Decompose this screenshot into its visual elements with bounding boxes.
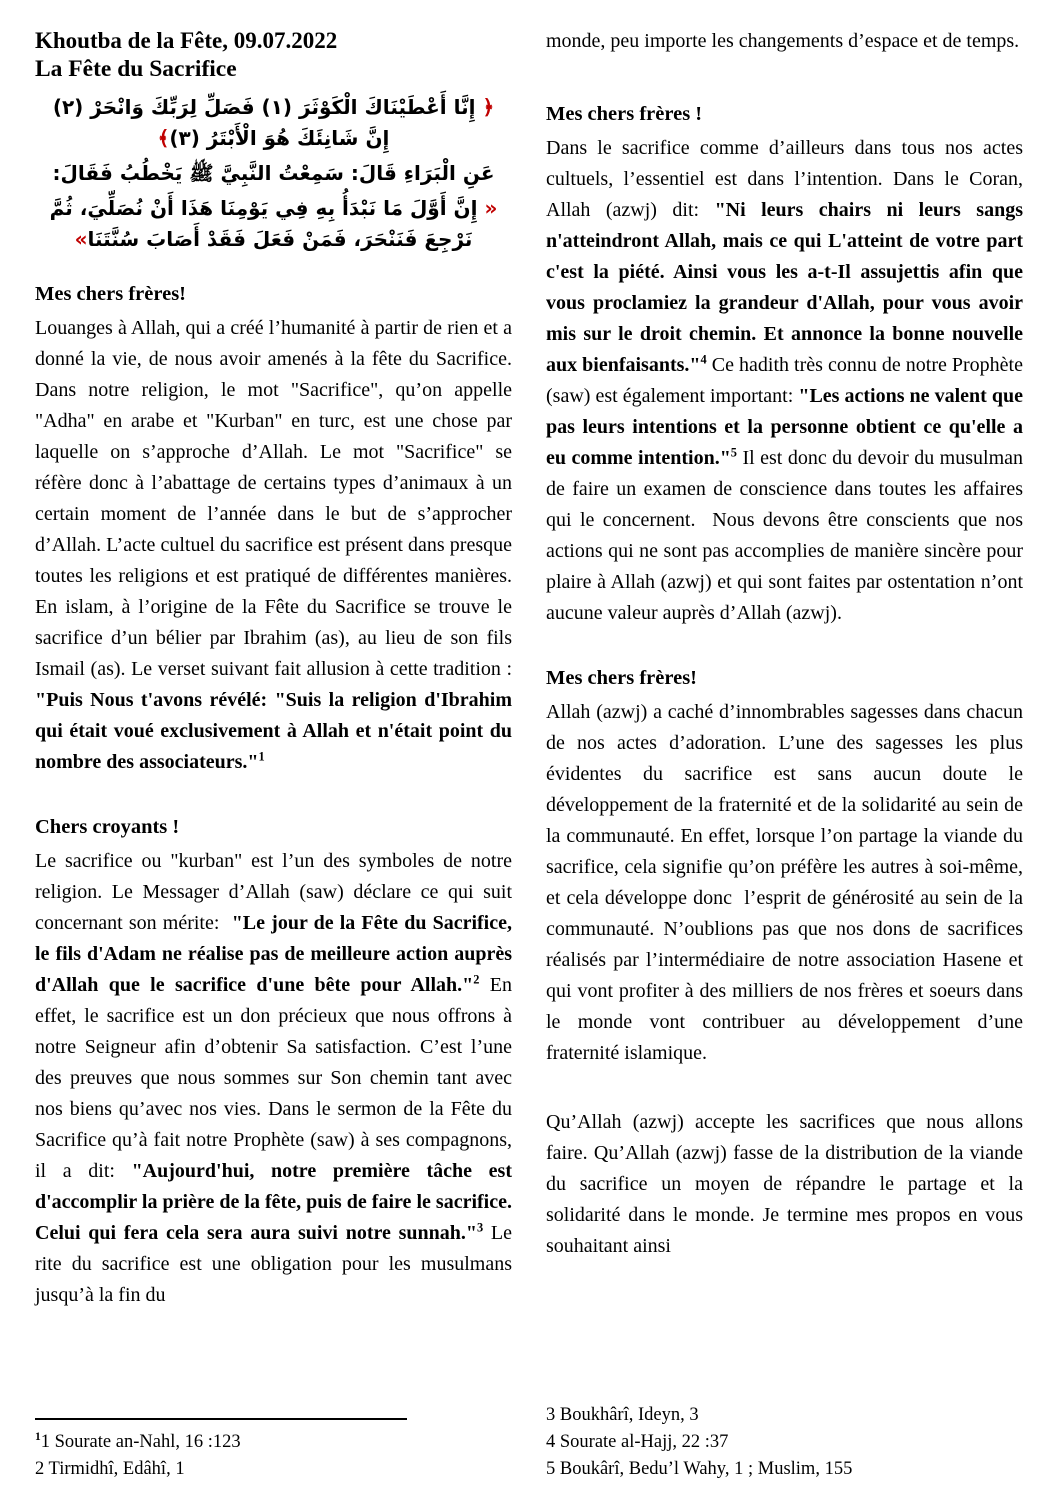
- text-run: "Ni leurs chairs ni leurs sangs n'atteindront Allah, mais ce qui L'atteint de votre part c'est la piété. Ainsi vous les a-t-Il assujettis afin que vous proclamiez la grandeur d'Allah, pour vous avoir mis sur le droit chemin. Et annonce la bonne nouvelle aux bienfaisants.": [546, 199, 1023, 376]
- section-heading: Chers croyants !: [35, 816, 180, 838]
- body-paragraph: [35, 846, 512, 1311]
- hadith-open-quote: «: [484, 196, 498, 220]
- quran-verse: [39, 92, 508, 154]
- left-column: [35, 26, 512, 1483]
- text-run: Le sacrifice ou "kurban" est l’un des symboles de notre religion. Le Messager d’Allah (saw) déclare ce qui suit concernant son mérite:: [35, 850, 512, 934]
- footnote-line: 3 Boukhârî, Ideyn, 3: [546, 1405, 699, 1425]
- quran-close-bracket: ﴾: [157, 126, 170, 150]
- footnote-line: 4 Sourate al-Hajj, 22 :37: [546, 1432, 729, 1452]
- text-run: "Puis Nous t'avons révélé: "Suis la religion d'Ibrahim qui était voué exclusivement à Allah et n'était point du nombre des associateurs.": [35, 689, 512, 773]
- section-heading: Mes chers frères !: [546, 103, 703, 125]
- body-paragraph: [546, 133, 1023, 629]
- hadith-narrator: عَنِ الْبَرَاءِ قَالَ: سَمِعْتُ النَّبِيَّ ﷺ يَخْطُبُ فَقَالَ:: [52, 161, 495, 185]
- text-run: "Les actions ne valent que pas leurs intentions et la personne obtient ce qu'elle a eu comme intention.": [546, 385, 1023, 469]
- text-run: "Le jour de la Fête du Sacrifice, le fils d'Adam ne réalise pas de meilleure action auprès d'Allah que le sacrifice d'une bête pour Allah.": [35, 912, 512, 996]
- text-run: Louanges à Allah, qui a créé l’humanité à partir de rien et a donné la vie, de nous avoir amenés à la fête du Sacrifice. Dans notre religion, le mot "Sacrifice", qu’on appelle "Adha" en arabe et "Kurban" en turc, est une chose par laquelle on s’approche d’Allah. Le mot "Sacrifice" se réfère donc à l’abattage de certains types d’animaux à un certain moment de l’année dans le but de s’approcher d’Allah. L’acte cultuel du sacrifice est présent dans presque toutes les religions et est pratiqué de différentes manières. En islam, à l’origine de la Fête du Sacrifice se trouve le sacrifice d’un bélier par Ibrahim (as), au lieu de son fils Ismail (as). Le verset suivant fait allusion à cette tradition :: [35, 317, 512, 680]
- footnote-reference: 5: [730, 445, 737, 460]
- document-subtitle: La Fête du Sacrifice: [35, 56, 237, 82]
- body-paragraph: [35, 313, 512, 778]
- quran-open-bracket: ﴿: [482, 95, 495, 119]
- footnote-reference: 1: [35, 1430, 41, 1443]
- text-run: Le rite du sacrifice est une obligation pour les musulmans jusqu’à la fin du: [35, 1222, 513, 1306]
- footnote-line: [35, 1429, 512, 1456]
- text-run: Dans le sacrifice comme d’ailleurs dans tous nos actes cultuels, l’essentiel est dans l’intention. Dans le Coran, Allah (azwj) dit:: [546, 137, 1023, 221]
- footnote-reference: 3: [476, 1220, 484, 1235]
- right-column: [546, 26, 1023, 1483]
- footnote-reference: 2: [473, 972, 480, 987]
- quran-verse-text: إِنَّا أَعْطَيْنَاكَ الْكَوْثَرَ (١) فَصَلِّ لِرَبِّكَ وَانْحَرْ (٢) إِنَّ شَانِئَكَ هُوَ الْأَبْتَرُ (٣): [52, 95, 476, 150]
- body-paragraph: Allah (azwj) a caché d’innombrables sagesses dans chacun de nos actes d’adoration. L’une des sagesses les plus évidentes du sacrifice est sans aucun doute le développement de la fraternité et de la solidarité au sein de la communauté. En effet, lorsque l’on partage la viande du sacrifice, cela signifie qu’on préfère les autres à soi-même, et cela développe donc l’esprit de générosité au sein de la communauté. N’oublions pas que nos dons de sacrifices réalisés par l’intermédiaire de notre association Hasene et qui vont profiter à des milliers de nos frères et soeurs dans le monde vont contribuer au développement d’une fraternité islamique.: [546, 701, 1023, 1064]
- section-heading: Mes chers frères!: [35, 283, 187, 305]
- hadith-quote-text: إِنَّ أَوَّلَ مَا نَبْدَأُ بِهِ فِي يَوْمِنَا هَذَا أَنْ نُصَلِّيَ، ثُمَّ نَرْجِعَ فَنَنْحَرَ، فَمَنْ فَعَلَ فَقَدْ أَصَابَ سُنَّتَنَا: [49, 196, 478, 251]
- footnote-line: 5 Boukârî, Bedu’l Wahy, 1 ; Muslim, 155: [546, 1459, 853, 1479]
- left-footnotes: [35, 1414, 512, 1483]
- footnote-reference: 1: [258, 749, 265, 764]
- text-run: Il est donc du devoir du musulman de faire un examen de conscience dans toutes les affaires qui le concernent. Nous devons être conscients que nos actions qui ne sont pas accomplies de manière sincère pour plaire à Allah (azwj) et qui sont faites par ostentation n’ont aucune valeur auprès d’Allah (azwj).: [546, 447, 1024, 624]
- text-run: Ce hadith très connu de notre Prophète (saw) est également important:: [546, 354, 1023, 407]
- text-run: En effet, le sacrifice est un don précieux que nous offrons à notre Seigneur afin d’obtenir Sa satisfaction. C’est l’une des preuves que nous sommes sur Son chemin tant avec nos biens qu’avec nos vies. Dans le sermon de la Fête du Sacrifice qu’à fait notre Prophète (saw) à ses compagnons, il a dit:: [35, 974, 513, 1182]
- right-footnotes: [546, 1398, 1023, 1483]
- hadith-quote: [39, 193, 508, 255]
- footnote-separator: [35, 1418, 407, 1420]
- text-run: 1 Sourate an-Nahl, 16 :123: [40, 1432, 241, 1452]
- footnote-line: 2 Tirmidhî, Edâhî, 1: [35, 1459, 185, 1479]
- body-paragraph: Qu’Allah (azwj) accepte les sacrifices que nous allons faire. Qu’Allah (azwj) fasse de la distribution de la viande du sacrifice un moyen de répandre le partage et la solidarité dans le monde. Je termine mes propos en vous souhaitant ainsi: [546, 1111, 1023, 1257]
- body-paragraph: monde, peu importe les changements d’espace et de temps.: [546, 30, 1020, 52]
- footnote-reference: 4: [700, 352, 707, 367]
- hadith-close-quote: »: [74, 227, 88, 251]
- section-heading: Mes chers frères!: [546, 667, 698, 689]
- document-title: Khoutba de la Fête, 09.07.2022: [35, 28, 338, 53]
- text-run: "Aujourd'hui, notre première tâche est d'accomplir la prière de la fête, puis de faire le sacrifice. Celui qui fera cela sera aura suivi notre sunnah.": [35, 1160, 512, 1244]
